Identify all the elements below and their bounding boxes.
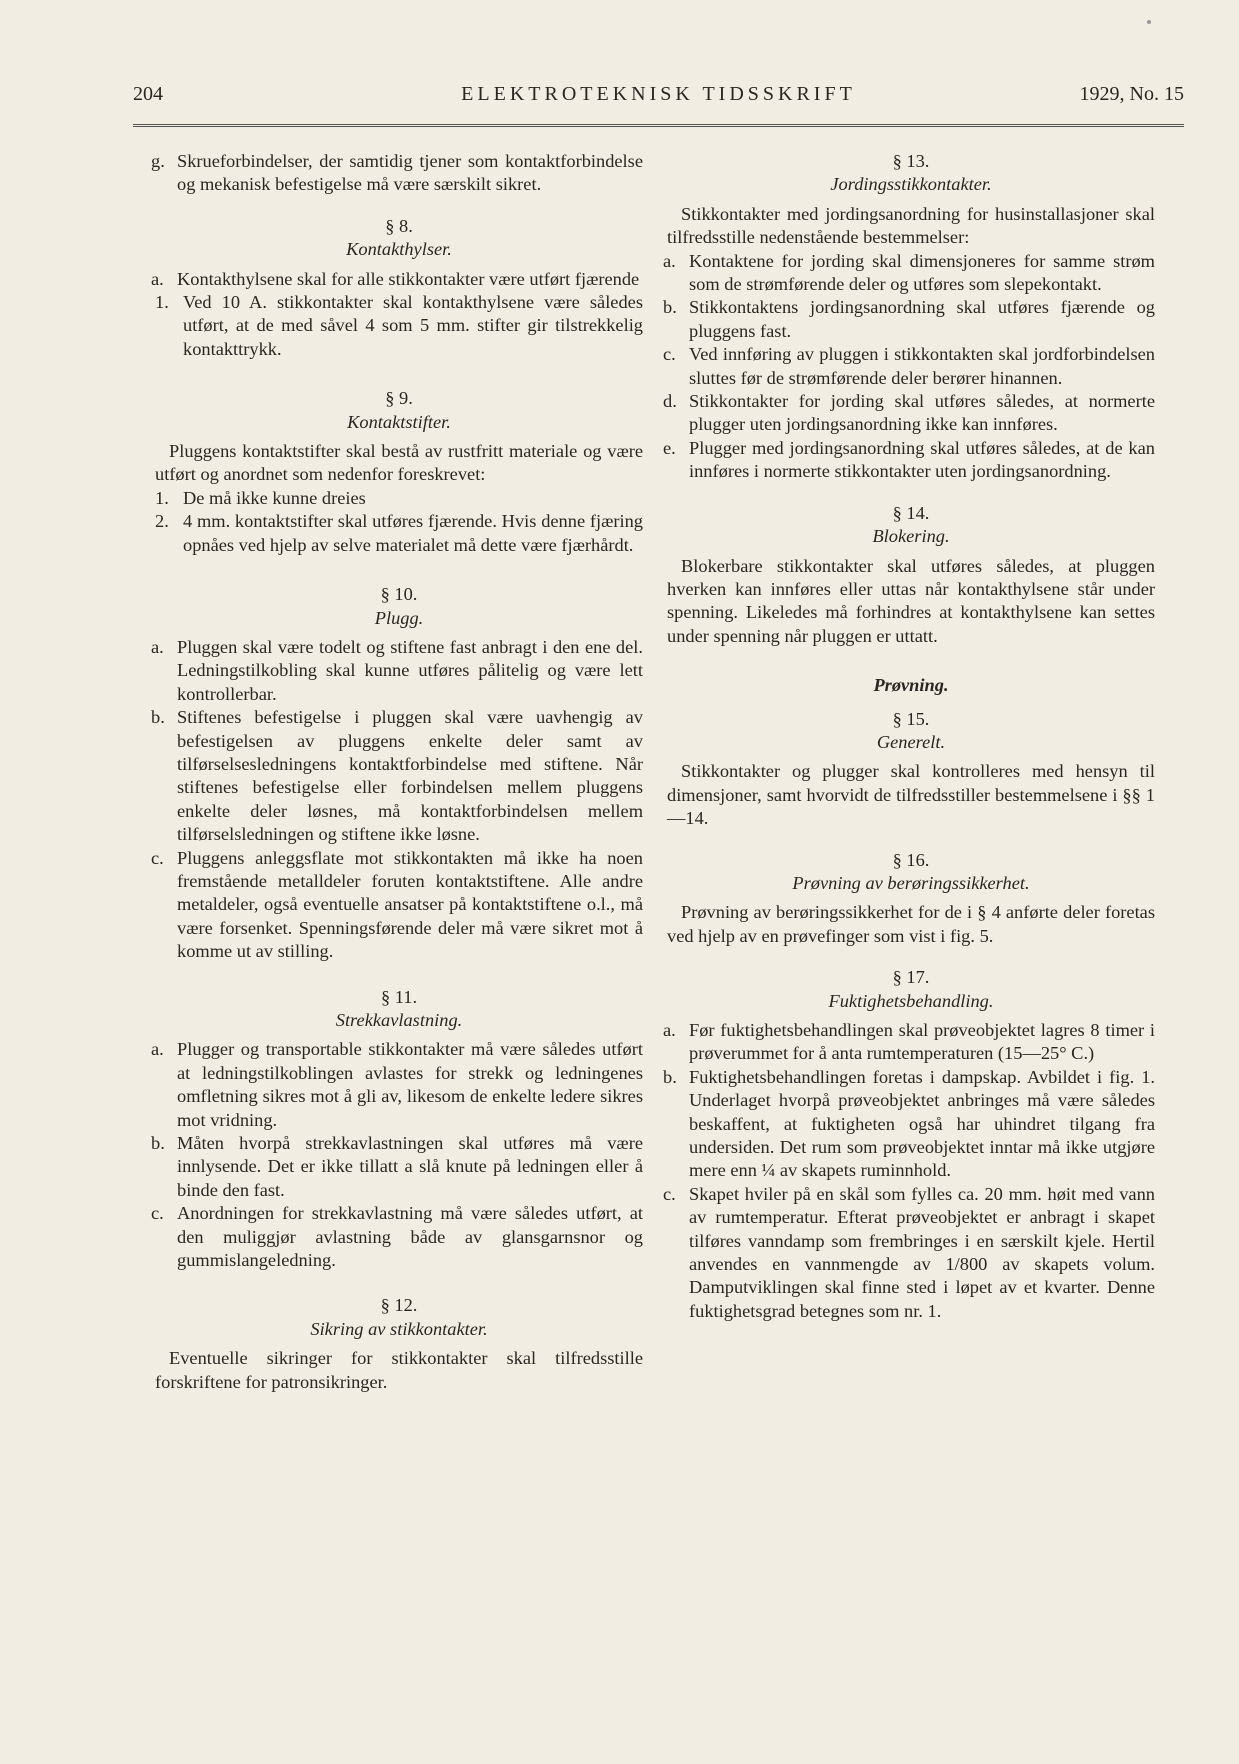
item-17c bbox=[663, 1183, 1155, 1323]
heading-provning: Prøvning. bbox=[873, 675, 949, 696]
journal-title: ELEKTROTEKNISK TIDSSKRIFT bbox=[461, 83, 856, 105]
item-label: b. bbox=[663, 297, 677, 318]
section-title-16: Prøvning av berøringssikkerhet. bbox=[792, 872, 1030, 893]
item-g bbox=[151, 150, 643, 197]
item-13a bbox=[663, 250, 1155, 297]
item-text: Stikkontaktens jordingsanordning skal utføres fjærende og pluggens fast. bbox=[689, 297, 1155, 341]
item-label: c. bbox=[663, 344, 676, 365]
item-label: d. bbox=[663, 391, 677, 412]
item-label: b. bbox=[151, 707, 165, 728]
paragraph-13-intro: Stikkontakter med jordingsanordning for husinstallasjoner skal tilfredsstille nedenstående bestemmelser: bbox=[667, 203, 1155, 248]
item-label: e. bbox=[663, 437, 676, 458]
item-17b bbox=[663, 1066, 1155, 1183]
item-text: Pluggens anleggsflate mot stikkontakten må ikke ha noen fremstående metalldeler foruten kontaktstiftene. Alle andre metaldeler, også eventuelle ansatser på kontaktstiftene o.l., må være forsenket. Spenningsførende deler må være sikret mot å komme ut av stilling. bbox=[177, 847, 643, 962]
item-10a bbox=[151, 636, 643, 706]
paragraph-12: Eventuelle sikringer for stikkontakter skal tilfredsstille forskriftene for patronsikringer. bbox=[155, 1348, 643, 1392]
item-text: Ved 10 A. stikkontakter skal kontakthylsene være således utført, at de med såvel 4 som 5 mm. stifter gir tilstrekkelig kontakttrykk. bbox=[183, 292, 643, 359]
section-number-15: § 15. bbox=[892, 708, 930, 729]
item-label: a. bbox=[151, 268, 164, 289]
paragraph-9-intro: Pluggens kontaktstifter skal bestå av rustfritt materiale og være utført og anordnet som nedenfor foreskrevet: bbox=[155, 441, 643, 485]
item-text: Skrueforbindelser, der samtidig tjener som kontaktforbindelse og mekanisk befestigelse må være særskilt sikret. bbox=[177, 151, 643, 195]
item-label: 1. bbox=[155, 292, 169, 313]
item-9-1 bbox=[155, 487, 643, 510]
section-title-9: Kontaktstifter. bbox=[347, 411, 451, 432]
item-text: Anordningen for strekkavlastning må være således utført, at den muliggjør avlastning både av glansgarnsnor og gummislangeledning. bbox=[177, 1203, 643, 1271]
paragraph-14: Blokerbare stikkontakter skal utføres således, at pluggen hverken kan innføres eller uttas når kontakthylsene står under spenning. Likeledes må forhindres at kontakthylsene kan settes under spenning når pluggen er uttatt. bbox=[667, 555, 1155, 646]
item-text: Stikkontakter for jording skal utføres således, at normerte plugger uten jordingsanordning ikke kan innføres. bbox=[689, 391, 1155, 435]
section-number-17: § 17. bbox=[892, 967, 930, 988]
right-column bbox=[663, 150, 1155, 1323]
paragraph-15: Stikkontakter og plugger skal kontrolleres med hensyn til dimensjoner, samt hvorvidt de tilfredsstiller bestemmelsene i §§ 1—14. bbox=[667, 761, 1155, 829]
section-number-10: § 10. bbox=[380, 584, 418, 605]
section-title-15: Generelt. bbox=[876, 731, 946, 752]
section-title-8: Kontakthylser. bbox=[346, 239, 452, 260]
left-column bbox=[151, 150, 643, 1394]
section-title-14: Blokering. bbox=[872, 526, 950, 547]
item-label: g. bbox=[151, 151, 165, 171]
section-number-12: § 12. bbox=[380, 1295, 418, 1316]
item-11b bbox=[151, 1132, 643, 1202]
item-label: a. bbox=[151, 1039, 164, 1060]
item-label: a. bbox=[663, 1020, 676, 1040]
section-number-14: § 14. bbox=[892, 502, 930, 523]
section-number-13: § 13. bbox=[892, 151, 930, 171]
running-header bbox=[133, 83, 1184, 107]
item-13c bbox=[663, 343, 1155, 390]
item-text: Pluggen skal være todelt og stiftene fast anbragt i den ene del. Ledningstilkobling skal kunne utføres pålitelig og være lett kontrollerbar. bbox=[177, 636, 643, 704]
section-number-8: § 8. bbox=[385, 215, 413, 236]
item-11a bbox=[151, 1038, 643, 1132]
item-10c bbox=[151, 847, 643, 964]
section-title-13: Jordingsstikkontakter. bbox=[830, 174, 992, 195]
item-text: Kontaktene for jording skal dimensjoneres for samme strøm som de strømførende deler og utføres som slepekontakt. bbox=[689, 250, 1155, 295]
item-text: Ved innføring av pluggen i stikkontakten skal jordforbindelsen sluttes før de strømførende deler berører hinannen. bbox=[689, 344, 1155, 388]
item-text: Måten hvorpå strekkavlastningen skal utføres må være innlysende. Det er ikke tillatt a slå knute på ledningen eller å binde den fast. bbox=[177, 1133, 643, 1200]
item-label: b. bbox=[151, 1133, 165, 1154]
item-label: c. bbox=[151, 1203, 164, 1224]
page-speck bbox=[1147, 20, 1151, 24]
item-9-2 bbox=[155, 510, 643, 557]
section-title-17: Fuktighetsbehandling. bbox=[828, 990, 994, 1011]
paragraph-16: Prøvning av berøringssikkerhet for de i § 4 anførte deler foretas ved hjelp av en prøvefinger som vist i fig. 5. bbox=[667, 902, 1155, 946]
item-10b bbox=[151, 706, 643, 846]
section-title-11: Strekkavlastning. bbox=[335, 1010, 463, 1030]
section-title-10: Plugg. bbox=[374, 607, 424, 628]
item-label: 1. bbox=[155, 487, 169, 508]
item-text: Kontakthylsene skal for alle stikkontakter være utført fjærende bbox=[177, 268, 640, 289]
item-text: Stiftenes befestigelse i pluggen skal være uavhengig av befestigelsen av pluggens enkelte deler samt av tilførselsesledningens kontaktforbindelse med stiftene. Når stiftenes befestigelse eller forbindelsen mellem pluggens enkelte deler løsnes, må kontaktforbindelsen mellem tilførselsledningen og stiftene ikke løsne. bbox=[177, 707, 643, 845]
item-13e bbox=[663, 437, 1155, 484]
item-label: a. bbox=[151, 636, 164, 657]
item-label: a. bbox=[663, 250, 676, 271]
issue-number: 1929, No. 15 bbox=[1079, 83, 1184, 105]
item-text: Plugger med jordingsanordning skal utføres således, at de kan innføres i normerte stikkontakter uten jordingsanordning. bbox=[689, 437, 1155, 482]
item-17a bbox=[663, 1019, 1155, 1066]
item-8a-1 bbox=[155, 291, 643, 361]
item-text: 4 mm. kontaktstifter skal utføres fjærende. Hvis denne fjæring opnåes ved hjelp av selve materialet må dette være fjærhårdt. bbox=[183, 511, 643, 555]
item-text: De må ikke kunne dreies bbox=[183, 487, 366, 508]
section-number-11: § 11. bbox=[380, 986, 418, 1007]
item-text: Før fuktighetsbehandlingen skal prøveobjektet lagres 8 timer i prøverummet for å anta rumtemperaturen (15—25° C.) bbox=[689, 1020, 1155, 1064]
item-13b bbox=[663, 296, 1155, 343]
item-text: Fuktighetsbehandlingen foretas i dampskap. Avbildet i fig. 1. Underlaget hvorpå prøveobjektet anbringes må være således beskaffent, at fuktigheten også har uhindret tilgang fra undersiden. Det rum som prøveobjektet inntar må ikke utgjøre mere enn ¼ av skapets ruminnhold. bbox=[689, 1066, 1155, 1181]
section-title-12: Sikring av stikkontakter. bbox=[310, 1318, 488, 1339]
section-number-9: § 9. bbox=[385, 388, 413, 409]
item-label: c. bbox=[663, 1183, 676, 1204]
section-number-16: § 16. bbox=[892, 849, 930, 870]
item-text: Plugger og transportable stikkontakter må være således utført at ledningstilkoblingen avlastes for strekk og ledningenes omfletning sikres mot å gli av, likesom de enkelte ledere sikres mot vridning. bbox=[177, 1039, 643, 1130]
item-label: b. bbox=[663, 1066, 677, 1087]
item-11c bbox=[151, 1202, 643, 1272]
item-label: 2. bbox=[155, 511, 169, 532]
item-text: Skapet hviler på en skål som fylles ca. 20 mm. høit med vann av rumtemperatur. Efterat prøveobjektet er anbragt i skapet tilføres vanndamp som frembringes i en særskilt kjele. Hertil anvendes en vannmengde av 1/800 av skapets volum. Damputviklingen skal finne sted i løpet av et kvarter. Denne fuktighetsgrad betegnes som nr. 1. bbox=[689, 1183, 1155, 1321]
item-13d bbox=[663, 390, 1155, 437]
item-8a bbox=[151, 268, 643, 291]
item-label: c. bbox=[151, 847, 164, 868]
header-rule bbox=[133, 124, 1184, 127]
page-number: 204 bbox=[133, 83, 163, 105]
